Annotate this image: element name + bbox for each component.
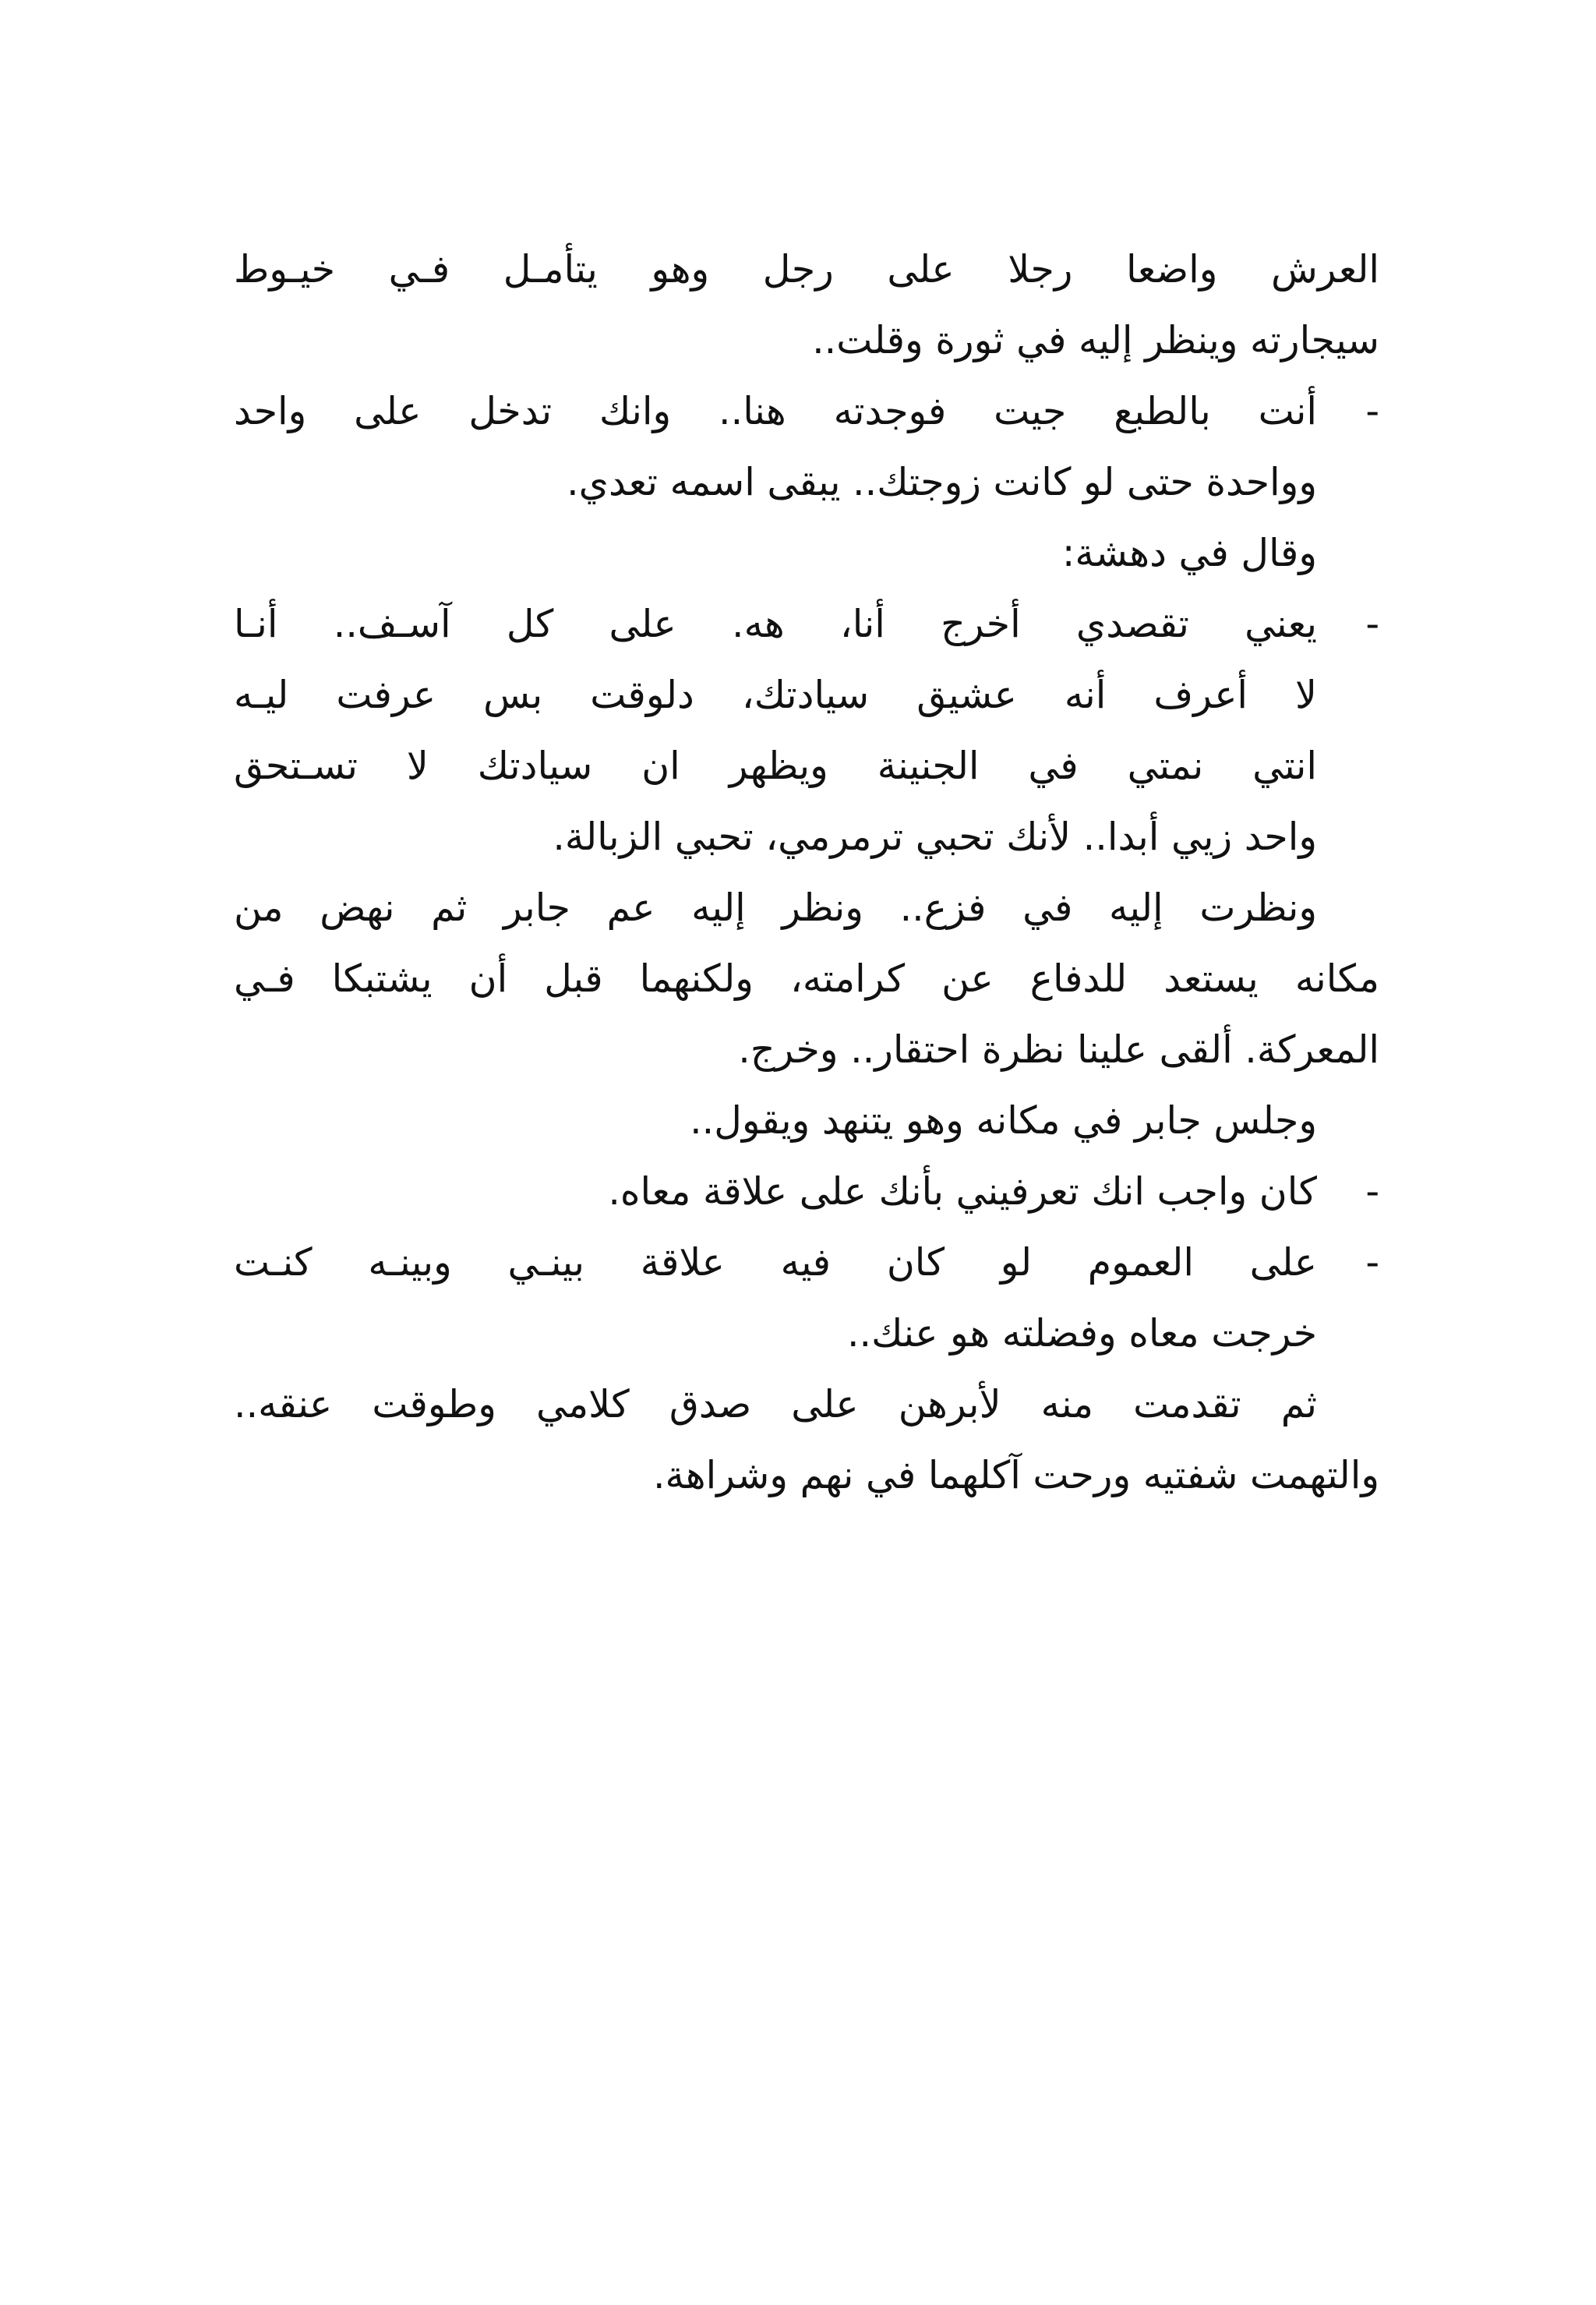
dialogue-line-14 (234, 1156, 1379, 1227)
dialogue-text: على العموم لو كان فيه علاقة بينـي وبينـه كنـت (234, 1240, 1317, 1285)
text-line-17: ثم تقدمت منه لأبرهن على صدق كلامي وطوقت عنقه.. (234, 1382, 1317, 1426)
text-line-10: ونظرت إليه في فزع.. ونظر إليه عم جابر ثم نهض من (234, 886, 1317, 930)
dialogue-line-6 (234, 589, 1379, 659)
text-line-11: مكانه يستعد للدفاع عن كرامته، ولكنهما قبل أن يشتبكا فـي (234, 956, 1379, 1001)
document-page (234, 234, 1379, 1511)
dialogue-dash: - (1365, 602, 1379, 646)
dialogue-text: كان واجب انك تعرفيني بأنك على علاقة معاه. (608, 1169, 1317, 1214)
dialogue-text: أنت بالطبع جيت فوجدته هنا.. وانك تدخل على واحد (234, 389, 1317, 433)
dialogue-line-3 (234, 376, 1379, 447)
text-line-1: العرش واضعا رجلا على رجل وهو يتأمـل فـي خيـوط (234, 247, 1379, 292)
text-line-2: سيجارته وينظر إليه في ثورة وقلت.. (812, 318, 1379, 362)
text-line-13: وجلس جابر في مكانه وهو يتنهد ويقول.. (690, 1098, 1317, 1143)
dialogue-line-15 (234, 1227, 1379, 1298)
text-line-8: انتي نمتي في الجنينة ويظهر ان سيادتك لا تسـتحق (234, 744, 1317, 788)
text-line-4: وواحدة حتى لو كانت زوجتك.. يبقى اسمه تعدي. (567, 460, 1317, 504)
text-line-16: خرجت معاه وفضلته هو عنك.. (846, 1311, 1317, 1356)
dialogue-text: يعني تقصدي أخرج أنا، هه. على كل آسـف.. أنـا (234, 602, 1317, 646)
text-line-18: والتهمت شفتيه ورحت آكلهما في نهم وشراهة. (652, 1453, 1379, 1497)
text-line-7: لا أعرف أنه عشيق سيادتك، دلوقت بس عرفت ليـه (234, 673, 1317, 717)
dialogue-dash: - (1365, 1240, 1379, 1285)
dialogue-dash: - (1365, 389, 1379, 433)
text-line-5: وقال في دهشة: (1061, 531, 1317, 575)
text-line-9: واحد زيي أبدا.. لأنك تحبي ترمرمي، تحبي الزبالة. (553, 815, 1317, 859)
dialogue-dash: - (1365, 1169, 1379, 1214)
text-line-12: المعركة. ألقى علينا نظرة احتقار.. وخرج. (738, 1027, 1379, 1072)
